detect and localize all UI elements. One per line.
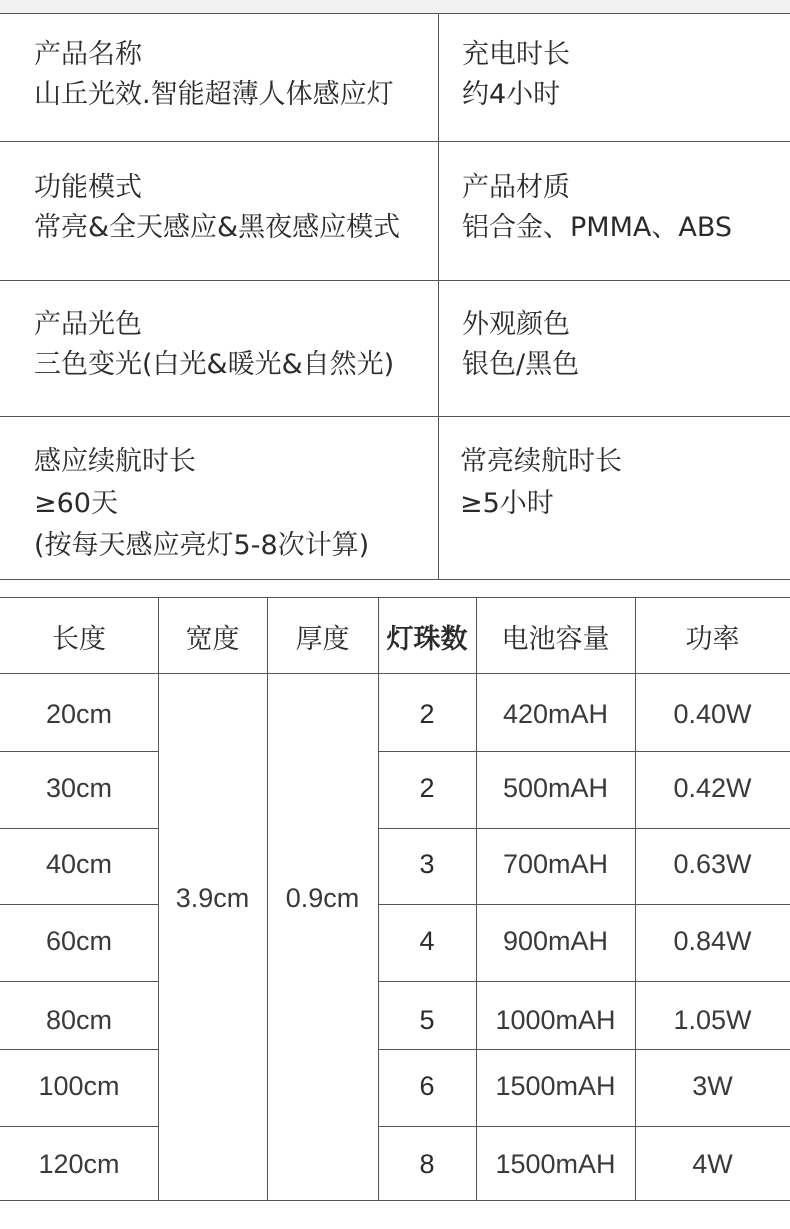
cell-battery: 900mAH [502,926,609,956]
cell-power: 3W [692,1071,733,1101]
spec-value: 常亮&全天感应&黑夜感应模式 [34,212,401,243]
spec-appearance-color [462,305,579,385]
header-length: 长度 [52,624,106,655]
spec-label: 感应续航时长 [34,446,196,477]
cell-led-count: 3 [419,849,435,879]
divider [378,828,790,829]
spec-value: 约4小时 [462,79,561,110]
spec-material [462,168,732,248]
cell-led-count: 6 [419,1071,435,1101]
cell-length: 20cm [45,699,113,729]
cell-power: 0.84W [673,926,752,956]
divider [0,1049,158,1050]
spec-product-name [34,35,394,115]
spec-sensor-endurance [34,441,369,567]
spec-label: 产品材质 [462,172,570,203]
spec-label: 充电时长 [462,39,570,70]
cell-length: 30cm [45,773,113,803]
cell-width: 3.9cm [175,883,250,913]
cell-led-count: 2 [419,699,435,729]
divider [0,904,158,905]
cell-battery: 700mAH [502,849,609,879]
cell-battery: 1500mAH [495,1071,616,1101]
spec-label: 外观颜色 [462,309,570,340]
cell-power: 0.42W [673,773,752,803]
divider [0,828,158,829]
size-table [0,597,790,1202]
cell-length: 40cm [45,849,113,879]
divider [0,280,790,281]
spec-light-color [34,305,394,385]
cell-length: 80cm [45,1005,113,1035]
divider [378,981,790,982]
header-led-count: 灯珠数 [386,624,468,655]
divider [0,1126,158,1127]
cell-power: 0.40W [673,699,752,729]
spec-label: 产品名称 [34,39,142,70]
divider [0,597,790,598]
cell-led-count: 2 [419,773,435,803]
spec-value: ≥60天 [34,488,118,519]
spec-label: 产品光色 [34,309,142,340]
cell-battery: 500mAH [502,773,609,803]
divider [0,673,790,674]
divider [0,751,158,752]
cell-led-count: 8 [419,1149,435,1179]
divider [438,13,439,580]
divider [0,141,790,142]
top-strip [0,0,790,13]
divider [378,751,790,752]
header-thickness: 厚度 [295,624,350,655]
spec-table [0,13,790,580]
divider [0,981,158,982]
cell-length: 120cm [38,1149,120,1179]
divider [0,416,790,417]
cell-length: 60cm [45,926,113,956]
cell-length: 100cm [38,1071,120,1101]
header-battery: 电池容量 [501,624,610,655]
divider [476,597,477,1201]
divider [378,1049,790,1050]
cell-battery: 420mAH [502,699,609,729]
divider [0,1200,790,1201]
cell-battery: 1000mAH [495,1005,616,1035]
cell-led-count: 5 [419,1005,435,1035]
spec-value: 山丘光效.智能超薄人体感应灯 [34,79,394,110]
divider [378,1126,790,1127]
divider [635,597,636,1201]
header-width: 宽度 [185,624,240,655]
divider [0,13,790,14]
cell-power: 4W [692,1149,733,1179]
spec-value: 铝合金、PMMA、ABS [462,212,732,243]
cell-power: 0.63W [673,849,752,879]
spec-value: 银色/黑色 [462,349,580,380]
header-power: 功率 [685,624,740,655]
spec-label: 常亮续航时长 [460,446,622,477]
spec-function-mode [34,168,400,248]
divider [378,597,379,1201]
cell-led-count: 4 [419,926,435,956]
cell-battery: 1500mAH [495,1149,616,1179]
spec-steady-endurance [460,441,622,525]
spec-value-note: (按每天感应亮灯5-8次计算) [34,530,370,561]
cell-thickness: 0.9cm [285,883,360,913]
cell-power: 1.05W [673,1005,752,1035]
divider [0,579,790,580]
spec-value: ≥5小时 [460,488,554,519]
divider [378,904,790,905]
spec-value: 三色变光(白光&暖光&自然光) [34,349,395,380]
spec-label: 功能模式 [34,172,142,203]
spec-charge-time [462,35,570,115]
